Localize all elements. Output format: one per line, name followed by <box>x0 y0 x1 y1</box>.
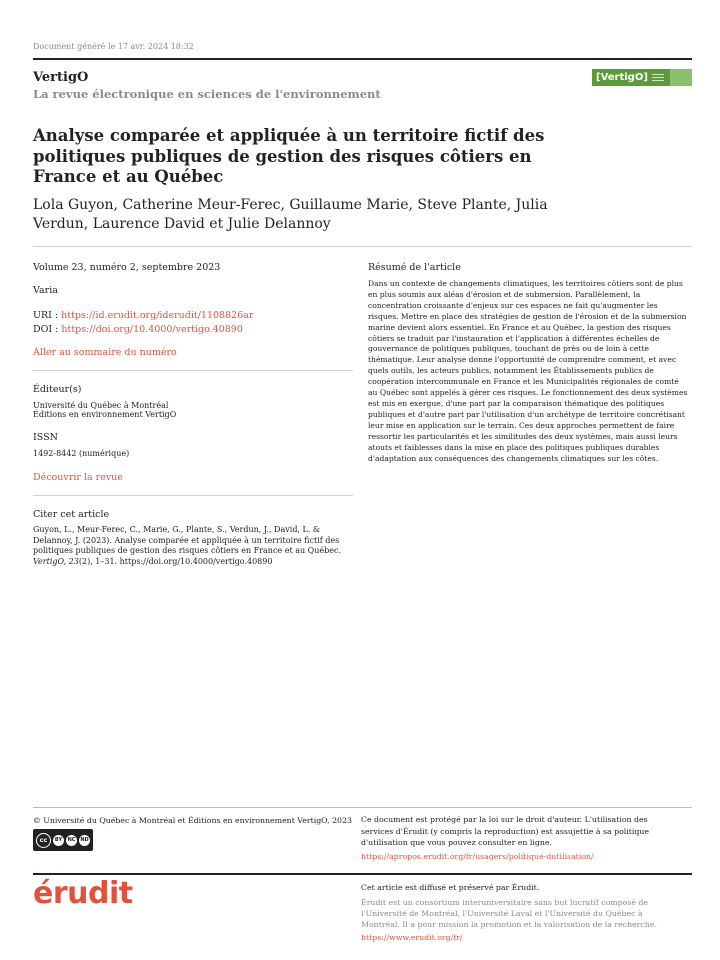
cc-by-icon: BY <box>53 835 64 846</box>
abstract-text: Dans un contexte de changements climatiques, les territoires côtiers sont de plus en plus soumis aux aléas d'érosion et de submersion. Parallèlement, la concentration croissante d'enjeux sur ces espaces ne fait qu'augmenter les risques. Mettre en place des stratégies de gestion de l'érosion et de la submersion marine devient alors essentiel. En France et au Québec, la gestion des risques côtiers se traduit par l'instauration et l'application à différentes échelles de gouvernance de politiques publiques, touchant de près ou de loin à cette thématique. Leur analyse donne l'opportunité de comprendre comment, et avec quels outils, les acteurs publics, notamment les Établissements publics de coopération intercommunale en France et les Municipalités régionales de comté au Québec sont appelés à gérer ces risques. Le fonctionnement des deux systèmes est mis en exergue, d'une part par la comparaison thématique des politiques publiques et d'autre part par l'utilisation d'un archétype de territoire concrétisant leur mise en application sur le terrain. Ces deux approches permettent de faire ressortir les particularités et les similitudes des deux systèmes, mais aussi leurs atouts et faiblesses dans la mise en place des politiques publiques durables d'adaptation aux conséquences des changements climatiques sur les côtes. <box>368 279 688 463</box>
copyright: © Université du Québec à Montréal et Éditions en environnement VertigO, 2023 <box>33 816 352 825</box>
uri-link[interactable]: https://id.erudit.org/iderudit/1108826ar <box>61 310 254 321</box>
citation-volume: , 23 <box>63 556 79 566</box>
metadata-column <box>33 262 353 567</box>
rubric: Varia <box>33 285 58 296</box>
abstract-label: Résumé de l'article <box>368 262 461 273</box>
meta-divider-2 <box>33 495 353 496</box>
doi-label: DOI : <box>33 324 62 335</box>
rights-link[interactable]: https://apropos.erudit.org/fr/usagers/politique-dutilisation/ <box>361 851 594 861</box>
cc-license-badge[interactable] <box>33 829 93 851</box>
citation-journal: VertigO <box>33 556 64 566</box>
journal-logo <box>592 69 692 86</box>
journal-name: VertigO <box>33 70 89 85</box>
abstract-column <box>368 262 688 464</box>
cc-icon: cc <box>36 833 51 848</box>
uri-label: URI : <box>33 310 62 321</box>
publisher-1: Université du Québec à Montréal <box>33 401 169 410</box>
summary-link[interactable]: Aller au sommaire du numéro <box>33 347 177 358</box>
journal-header <box>33 70 381 101</box>
doi-line <box>33 324 353 335</box>
issn-label: ISSN <box>33 432 58 443</box>
journal-logo-text: [VertigO] <box>596 72 648 83</box>
cite-label: Citer cet article <box>33 509 110 520</box>
erudit-logo: érudit <box>33 876 133 911</box>
publisher-2: Éditions en environnement VertigO <box>33 410 177 419</box>
logo-lines-icon <box>652 74 664 81</box>
title-divider <box>33 246 692 247</box>
logo-tail <box>670 69 692 86</box>
rights-text: Ce document est protégé par la loi sur le droit d'auteur. L'utilisation des services d'Érudit (y compris la reproduction) est assujettie à sa politique d'utilisation que vous pouvez consulter en ligne. <box>361 815 650 847</box>
uri-line <box>33 310 353 321</box>
issn-value: 1492-8442 (numérique) <box>33 449 130 458</box>
header-rule <box>33 58 692 60</box>
citation-text <box>33 525 353 567</box>
erudit-description: Érudit est un consortium interuniversitaire sans but lucratif composé de l'Université de Montréal, l'Université Laval et l'Université du Québec à Montréal. Il a pour mission la promotion et la valorisation de la recherche. <box>361 898 657 929</box>
rights-notice <box>361 814 681 862</box>
publisher-label: Éditeur(s) <box>33 384 82 395</box>
article-authors: Lola Guyon, Catherine Meur-Ferec, Guillaume Marie, Steve Plante, Julia Verdun, Laurence David et Julie Delannoy <box>33 197 548 232</box>
footer-rule <box>33 873 692 875</box>
cc-nd-icon: ND <box>79 835 90 846</box>
footer-divider <box>33 807 692 808</box>
discover-link[interactable]: Découvrir la revue <box>33 472 123 483</box>
volume-info: Volume 23, numéro 2, septembre 2023 <box>33 262 221 273</box>
journal-subtitle: La revue électronique en sciences de l'environnement <box>33 87 381 101</box>
article-title: Analyse comparée et appliquée à un territoire fictif des politiques publiques de gestion des risques côtiers en France et au Québec <box>33 126 545 186</box>
meta-divider-1 <box>33 370 353 371</box>
diffusion-notice <box>361 882 681 943</box>
citation-post: (2), 1–31. https://doi.org/10.4000/vertigo.40890 <box>78 556 273 566</box>
citation-pre: Guyon, L., Meur-Ferec, C., Marie, G., Plante, S., Verdun, J., David, L. & Delannoy, J. (2023). Analyse comparée et appliquée à un territoire fictif des politiques publiques de gestion des risques côtiers en France et au Québec. <box>33 525 341 555</box>
generated-note: Document généré le 17 avr. 2024 18:32 <box>33 42 194 51</box>
cc-nc-icon: NC <box>66 835 77 846</box>
doi-link[interactable]: https://doi.org/10.4000/vertigo.40890 <box>61 324 243 335</box>
erudit-link[interactable]: https://www.erudit.org/fr/ <box>361 933 463 942</box>
diffusion-text: Cet article est diffusé et préservé par Érudit. <box>361 883 540 892</box>
